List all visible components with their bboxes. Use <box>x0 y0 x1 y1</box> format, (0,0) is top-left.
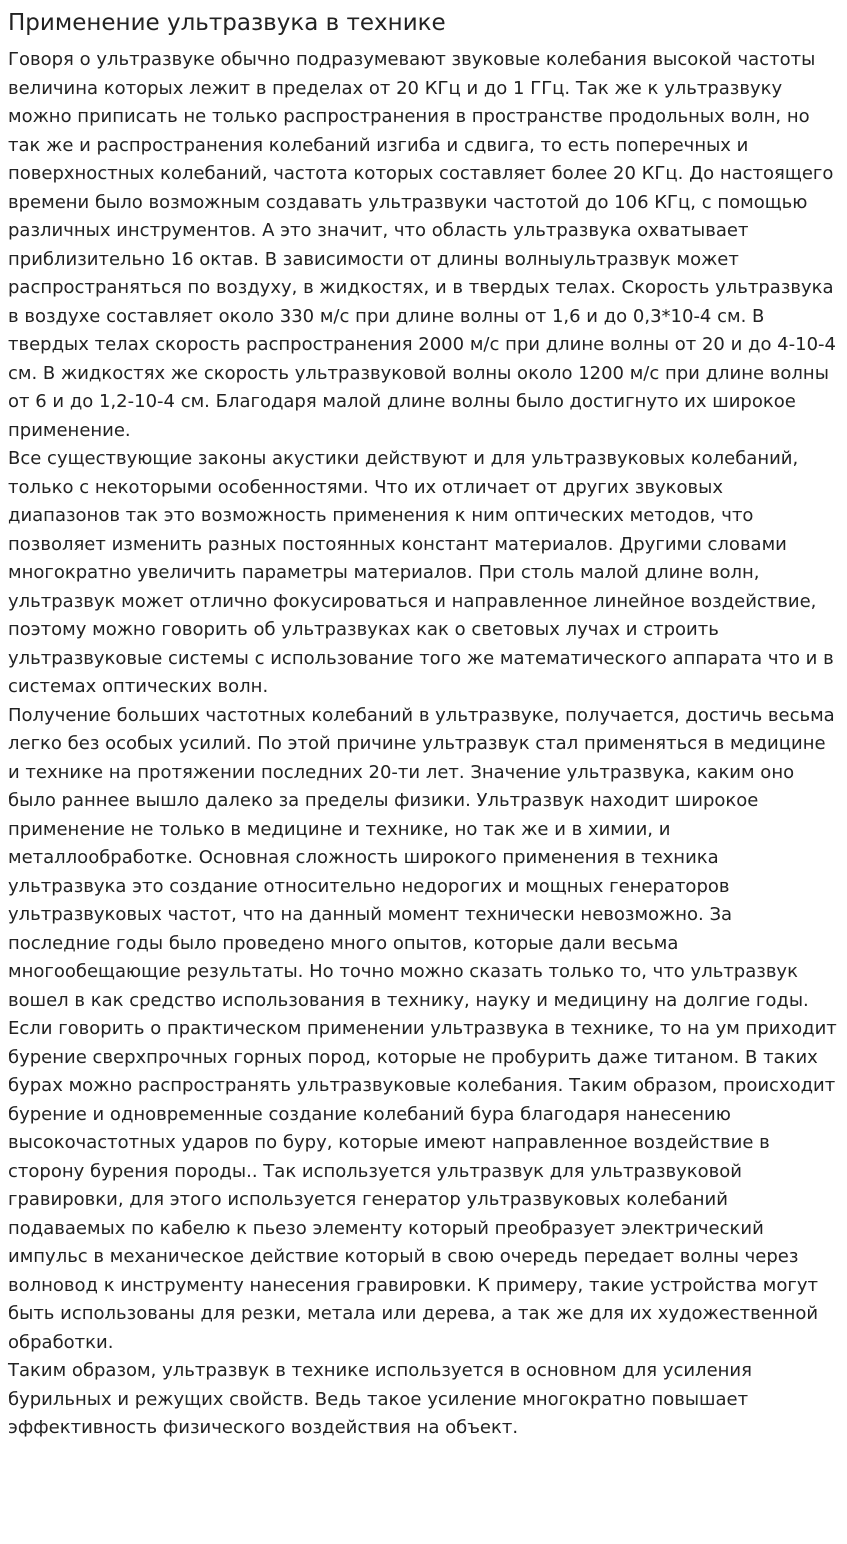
article-paragraph: Говоря о ультразвуке обычно подразумевают звуковые колебания высокой частоты величина которых лежит в пределах от 20 КГц и до 1 ГГц. Так же к ультразвуку можно приписать не только распространения в пространстве продольных волн, но так же и распространения колебаний изгиба и сдвига, то есть поперечных и поверхностных колебаний, частота которых составляет более 20 КГц. До настоящего времени было возможным создавать ультразвуки частотой до 106 КГц, с помощью различных инструментов. А это значит, что область ультразвука охватывает приблизительно 16 октав. В зависимости от длины волныультразвук может распространяться по воздуху, в жидкостях, и в твердых телах. Скорость ультразвука в воздухе составляет около 330 м/с при длине волны от 1,6 и до 0,3*10-4 см. В твердых телах скорость распространения 2000 м/с при длине волны от 20 и до 4-10-4 см. В жидкостях же скорость ультразвуковой волны около 1200 м/с при длине волны от 6 и до 1,2-10-4 см. Благодаря малой длине волны было достигнуто их широкое применение. <box>8 49 836 441</box>
article-title: Применение ультразвука в технике <box>8 10 446 36</box>
article-paragraph: Все существующие законы акустики действуют и для ультразвуковых колебаний, только с некоторыми особенностями. Что их отличает от других звуковых диапазонов так это возможность применения к ним оптических методов, что позволяет изменить разных постоянных констант материалов. Другими словами многократно увеличить параметры материалов. При столь малой длине волн, ультразвук может отлично фокусироваться и направленное линейное воздействие, поэтому можно говорить об ультразвуках как о световых лучах и строить ультразвуковые системы с использование того же математического аппарата что и в системах оптических волн. <box>8 448 834 697</box>
article-paragraph: Получение больших частотных колебаний в ультразвуке, получается, достичь весьма легко без особых усилий. По этой причине ультразвук стал применяться в медицине и технике на протяжении последних 20-ти лет. Значение ультразвука, каким оно было раннее вышло далеко за пределы физики. Ультразвук находит широкое применение не только в медицине и технике, но так же и в химии, и металлообработке. Основная сложность широкого применения в техника ультразвука это создание относительно недорогих и мощных генераторов ультразвуковых частот, что на данный момент технически невозможно. За последние годы было проведено много опытов, которые дали весьма многообещающие результаты. Но точно можно сказать только то, что ультразвук вошел в как средство использования в технику, науку и медицину на долгие годы. <box>8 704 835 1011</box>
article-paragraph: Таким образом, ультразвук в технике используется в основном для усиления бурильных и режущих свойств. Ведь такое усиление многократно повышает эффективность физического воздействия на объект. <box>8 1360 752 1438</box>
article-paragraph: Если говорить о практическом применении ультразвука в технике, то на ум приходит бурение сверхпрочных горных пород, которые не пробурить даже титаном. В таких бурах можно распространять ультразвуковые колебания. Таким образом, происходит бурение и одновременные создание колебаний бура благодаря нанесению высокочастотных ударов по буру, которые имеют направленное воздействие в сторону бурения породы.. Так используется ультразвук для ультразвуковой гравировки, для этого используется генератор ультразвуковых колебаний подаваемых по кабелю к пьезо элементу который преобразует электрический импульс в механическое действие который в свою очередь передает волны через волновод к инструменту нанесения гравировки. К примеру, такие устройства могут быть использованы для резки, метала или дерева, а так же для их художественной обработки. <box>8 1018 837 1353</box>
